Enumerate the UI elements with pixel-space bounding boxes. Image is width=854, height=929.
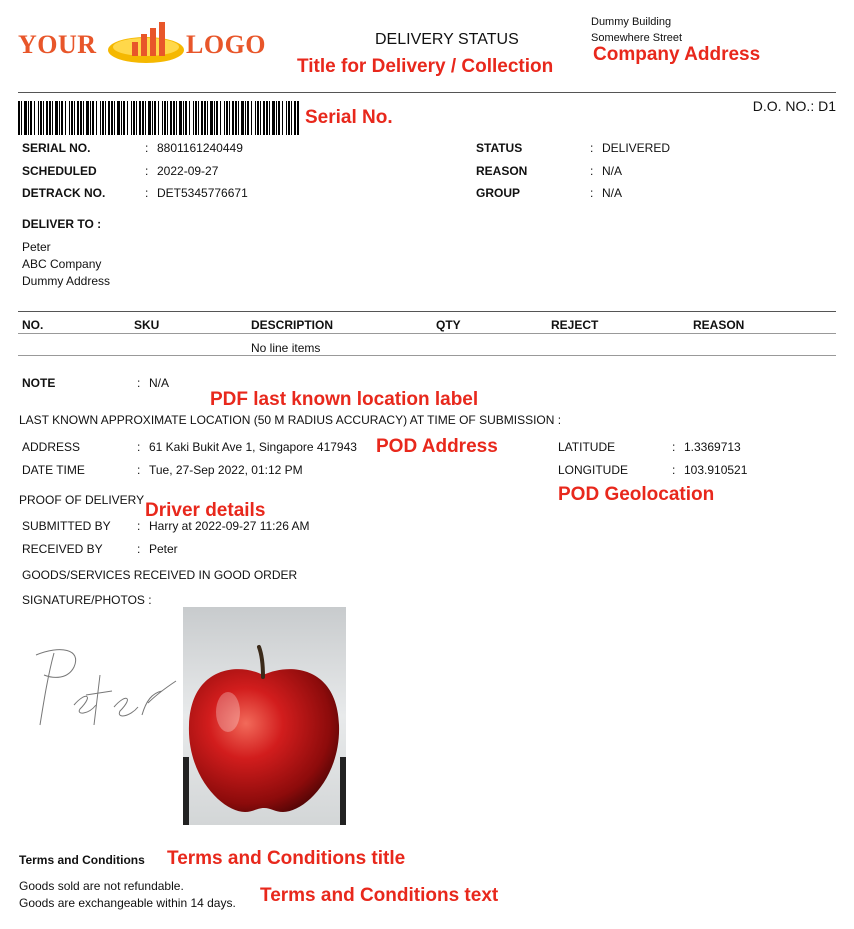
annotation-terms-title: Terms and Conditions title xyxy=(167,848,406,869)
colon: : xyxy=(590,186,594,200)
colon: : xyxy=(590,164,594,178)
barcode-bar xyxy=(210,101,213,135)
barcode-bar xyxy=(59,101,60,135)
barcode-bar xyxy=(69,101,70,135)
barcode-bar xyxy=(255,101,256,135)
col-no: NO. xyxy=(22,318,44,332)
company-address xyxy=(591,14,682,46)
barcode-bar xyxy=(282,101,283,135)
signature-photos-label: SIGNATURE/PHOTOS : xyxy=(22,593,152,607)
deliver-to-address: Dummy Address xyxy=(22,274,111,288)
colon: : xyxy=(672,463,676,477)
signature-image xyxy=(30,645,180,735)
longitude-value: 103.910521 xyxy=(684,463,748,477)
barcode-bar xyxy=(185,101,187,135)
deliver-to-name: Peter xyxy=(22,240,51,254)
barcode-bar xyxy=(139,101,141,135)
barcode-bar xyxy=(276,101,277,135)
barcode-bar xyxy=(294,101,296,135)
barcode-bar xyxy=(216,101,218,135)
barcode-bar xyxy=(263,101,265,135)
barcode-bar xyxy=(133,101,135,135)
barcode-bar xyxy=(167,101,168,135)
annotation-driver: Driver details xyxy=(145,500,266,521)
terms-title: Terms and Conditions xyxy=(19,853,145,867)
colon: : xyxy=(145,186,149,200)
colon: : xyxy=(145,164,149,178)
barcode-bar xyxy=(90,101,91,135)
col-reject: REJECT xyxy=(551,318,599,332)
annotation-title: Title for Delivery / Collection xyxy=(297,56,554,77)
barcode-bar xyxy=(162,101,163,135)
barcode-bar xyxy=(61,101,63,135)
barcode-bar xyxy=(102,101,104,135)
colon: : xyxy=(672,440,676,454)
barcode-bar xyxy=(49,101,51,135)
company-address-line1: Dummy Building xyxy=(591,16,672,28)
barcode-bar xyxy=(142,101,144,135)
barcode-bar xyxy=(71,101,73,135)
pod-heading: PROOF OF DELIVERY xyxy=(19,493,145,507)
barcode-bar xyxy=(127,101,128,135)
barcode-bar xyxy=(173,101,175,135)
reason-value: N/A xyxy=(602,164,623,178)
barcode-bar xyxy=(148,101,151,135)
barcode-bar xyxy=(96,101,97,135)
address-value: 61 Kaki Bukit Ave 1, Singapore 417943 xyxy=(149,440,357,454)
datetime-value: Tue, 27-Sep 2022, 01:12 PM xyxy=(149,463,303,477)
barcode-bar xyxy=(83,101,84,135)
barcode-bar xyxy=(229,101,230,135)
terms-line-1: Goods sold are not refundable. xyxy=(19,879,184,893)
barcode-bar xyxy=(241,101,244,135)
barcode-bar xyxy=(251,101,252,135)
barcode-bar xyxy=(288,101,290,135)
table-empty-message: No line items xyxy=(251,341,321,355)
col-reason: REASON xyxy=(693,318,745,332)
barcode-bar xyxy=(18,101,20,135)
barcode-bar xyxy=(207,101,208,135)
barcode-bar xyxy=(24,101,27,135)
deliver-to-label: DELIVER TO : xyxy=(22,217,102,231)
barcode-bar xyxy=(214,101,215,135)
colon: : xyxy=(137,376,141,390)
table-bottom-border xyxy=(18,355,836,356)
barcode-bar xyxy=(136,101,137,135)
detrack-value: DET5345776671 xyxy=(157,186,248,200)
col-qty: QTY xyxy=(436,318,461,332)
status-value: DELIVERED xyxy=(602,141,671,155)
barcode-bar xyxy=(30,101,32,135)
scheduled-label: SCHEDULED xyxy=(22,164,97,178)
logo-chart-icon xyxy=(106,20,192,70)
serial-label: SERIAL NO. xyxy=(22,141,91,155)
colon: : xyxy=(137,519,141,533)
barcode-bar xyxy=(245,101,246,135)
barcode-bar xyxy=(195,101,197,135)
barcode-bar xyxy=(201,101,203,135)
barcode-bar xyxy=(152,101,153,135)
barcode-bar xyxy=(247,101,249,135)
barcode-bar xyxy=(92,101,94,135)
barcode-bar xyxy=(291,101,292,135)
barcode-bar xyxy=(238,101,239,135)
barcode-bar xyxy=(40,101,42,135)
barcode-bar xyxy=(183,101,184,135)
barcode-bar xyxy=(179,101,182,135)
note-value: N/A xyxy=(149,376,170,390)
address-label: ADDRESS xyxy=(22,440,81,454)
barcode-bar xyxy=(100,101,101,135)
col-description: DESCRIPTION xyxy=(251,318,334,332)
barcode-bar xyxy=(260,101,261,135)
colon: : xyxy=(137,463,141,477)
barcode-bar xyxy=(121,101,122,135)
barcode-bar xyxy=(235,101,237,135)
apple-photo xyxy=(183,607,346,825)
colon: : xyxy=(137,542,141,556)
colon: : xyxy=(590,141,594,155)
logo-text-right: LOGO xyxy=(186,30,267,59)
deliver-to-company: ABC Company xyxy=(22,257,102,271)
barcode-bar xyxy=(55,101,58,135)
annotation-location-label: PDF last known location label xyxy=(210,389,479,410)
location-heading: LAST KNOWN APPROXIMATE LOCATION (50 M RADIUS ACCURACY) AT TIME OF SUBMISSION : xyxy=(19,413,562,427)
status-label: STATUS xyxy=(476,141,523,155)
barcode-bar xyxy=(198,101,199,135)
barcode-bar xyxy=(224,101,225,135)
terms-line-2: Goods are exchangeable within 14 days. xyxy=(19,896,236,910)
barcode-bar xyxy=(117,101,120,135)
barcode-bar xyxy=(34,101,35,135)
barcode-bar xyxy=(269,101,270,135)
serial-barcode xyxy=(18,101,299,135)
barcode-bar xyxy=(52,101,53,135)
barcode-bar xyxy=(108,101,110,135)
colon: : xyxy=(137,440,141,454)
colon: : xyxy=(145,141,149,155)
barcode-bar xyxy=(257,101,259,135)
group-label: GROUP xyxy=(476,186,521,200)
barcode-bar xyxy=(38,101,39,135)
barcode-bar xyxy=(193,101,194,135)
barcode-bar xyxy=(226,101,228,135)
barcode-bar xyxy=(77,101,79,135)
barcode-bar xyxy=(65,101,66,135)
scheduled-value: 2022-09-27 xyxy=(157,164,219,178)
serial-value: 8801161240449 xyxy=(157,141,243,155)
barcode-bar xyxy=(204,101,206,135)
submitted-label: SUBMITTED BY xyxy=(22,519,111,533)
do-number: D.O. NO.: D1 xyxy=(752,98,836,114)
document-title: DELIVERY STATUS xyxy=(375,31,519,48)
note-label: NOTE xyxy=(22,376,56,390)
latitude-label: LATITUDE xyxy=(558,440,616,454)
company-logo xyxy=(18,20,268,70)
barcode-bar xyxy=(286,101,287,135)
barcode-bar xyxy=(154,101,156,135)
barcode-bar xyxy=(111,101,113,135)
barcode-bar xyxy=(170,101,172,135)
barcode-bar xyxy=(189,101,190,135)
annotation-pod-geolocation: POD Geolocation xyxy=(558,484,715,505)
table-header-divider xyxy=(18,333,836,334)
barcode-bar xyxy=(80,101,82,135)
barcode-bar xyxy=(74,101,75,135)
annotation-terms-text: Terms and Conditions text xyxy=(260,885,499,906)
received-label: RECEIVED BY xyxy=(22,542,103,556)
barcode-bar xyxy=(158,101,159,135)
barcode-bar xyxy=(297,101,299,135)
barcode-bar xyxy=(145,101,146,135)
barcode-bar xyxy=(164,101,166,135)
barcode-bar xyxy=(28,101,29,135)
annotation-company: Company Address xyxy=(593,44,761,65)
detrack-label: DETRACK NO. xyxy=(22,186,106,200)
barcode-bar xyxy=(278,101,280,135)
barcode-bar xyxy=(176,101,177,135)
barcode-bar xyxy=(46,101,48,135)
barcode-bar xyxy=(43,101,44,135)
barcode-bar xyxy=(123,101,125,135)
longitude-label: LONGITUDE xyxy=(558,463,629,477)
logo-text-left: YOUR xyxy=(18,30,97,59)
barcode-bar xyxy=(220,101,221,135)
barcode-bar xyxy=(232,101,234,135)
barcode-bar xyxy=(105,101,106,135)
barcode-bar xyxy=(21,101,22,135)
company-address-line2: Somewhere Street xyxy=(591,32,683,44)
latitude-value: 1.3369713 xyxy=(684,440,741,454)
received-value: Peter xyxy=(149,542,178,556)
annotation-serial: Serial No. xyxy=(305,107,393,128)
datetime-label: DATE TIME xyxy=(22,463,85,477)
goods-received-text: GOODS/SERVICES RECEIVED IN GOOD ORDER xyxy=(22,568,298,582)
table-top-border xyxy=(18,311,836,312)
barcode-bar xyxy=(86,101,89,135)
annotation-pod-address: POD Address xyxy=(376,436,498,457)
col-sku: SKU xyxy=(134,318,160,332)
group-value: N/A xyxy=(602,186,623,200)
barcode-bar xyxy=(266,101,268,135)
header-divider xyxy=(18,92,836,93)
submitted-value: Harry at 2022-09-27 11:26 AM xyxy=(149,519,310,533)
barcode-bar xyxy=(114,101,115,135)
barcode-bar xyxy=(131,101,132,135)
barcode-bar xyxy=(272,101,275,135)
reason-label: REASON xyxy=(476,164,528,178)
